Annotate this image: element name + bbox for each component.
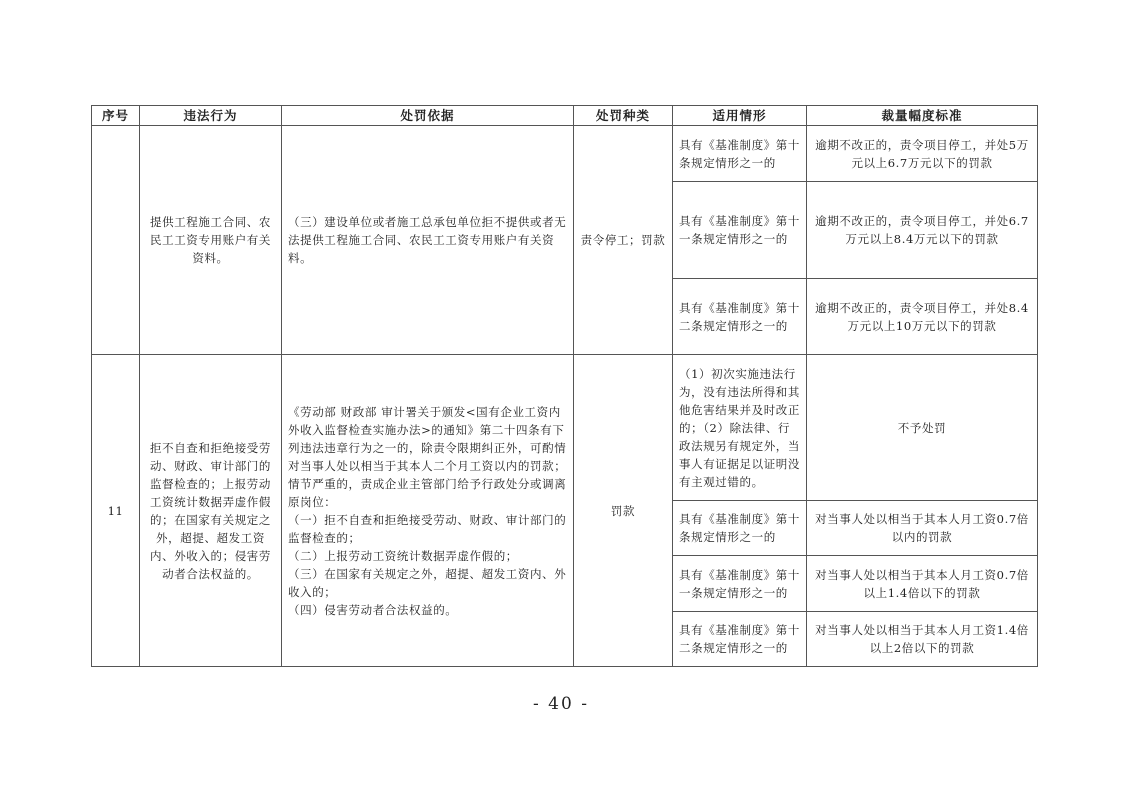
row10-penalty-type: 责令停工；罚款 <box>574 126 673 355</box>
header-violation: 违法行为 <box>140 106 282 126</box>
table-header-row <box>92 106 1038 126</box>
row11-basis-intro: 《劳动部 财政部 审计署关于颁发<国有企业工资内外收入监督检查实施办法>的通知》第二十四条有下列违法违章行为之一的，除责令限期纠正外，可酌情对当事人处以相当于其本人二个月工资以内的罚款；情节严重的，责成企业主管部门给予行政处分或调离原岗位： <box>288 404 567 509</box>
header-discretion-standard: 裁量幅度标准 <box>807 106 1038 126</box>
row11-basis-item-2: （二）上报劳动工资统计数据弄虚作假的； <box>288 548 518 563</box>
row11-situation-1: （1）初次实施违法行为，没有违法所得和其他危害结果并及时改正的；（2）除法律、行政法规另有规定外，当事人有证据足以证明没有主观过错的。 <box>673 355 807 501</box>
row11-situation-4: 具有《基准制度》第十二条规定情形之一的 <box>673 612 807 667</box>
row11-violation: 拒不自查和拒绝接受劳动、财政、审计部门的监督检查的；上报劳动工资统计数据弄虚作假的；在国家有关规定之外，超提、超发工资内、外收入的；侵害劳动者合法权益的。 <box>140 355 282 667</box>
row10-situation-3: 具有《基准制度》第十二条规定情形之一的 <box>673 279 807 355</box>
header-circumstance: 适用情形 <box>673 106 807 126</box>
header-seq: 序号 <box>92 106 140 126</box>
row11-basis <box>282 355 574 667</box>
row11-basis-item-1: （一）拒不自查和拒绝接受劳动、财政、审计部门的监督检查的； <box>288 512 567 545</box>
row11-situation-2: 具有《基准制度》第十条规定情形之一的 <box>673 501 807 556</box>
row10-seq <box>92 126 140 355</box>
table-row <box>92 126 1038 182</box>
row11-penalty-type: 罚款 <box>574 355 673 667</box>
row11-standard-2: 对当事人处以相当于其本人月工资0.7倍以内的罚款 <box>807 501 1038 556</box>
row11-basis-item-4: （四）侵害劳动者合法权益的。 <box>288 602 458 617</box>
header-basis: 处罚依据 <box>282 106 574 126</box>
row10-situation-2: 具有《基准制度》第十一条规定情形之一的 <box>673 182 807 279</box>
row11-standard-4: 对当事人处以相当于其本人月工资1.4倍以上2倍以下的罚款 <box>807 612 1038 667</box>
row11-standard-3: 对当事人处以相当于其本人月工资0.7倍以上1.4倍以下的罚款 <box>807 556 1038 612</box>
row10-situation-1: 具有《基准制度》第十条规定情形之一的 <box>673 126 807 182</box>
row10-standard-2: 逾期不改正的，责令项目停工，并处6.7万元以上8.4万元以下的罚款 <box>807 182 1038 279</box>
row11-situation-3: 具有《基准制度》第十一条规定情形之一的 <box>673 556 807 612</box>
row11-seq: 11 <box>92 355 140 667</box>
table-row <box>92 355 1038 501</box>
row10-standard-3: 逾期不改正的，责令项目停工，并处8.4万元以上10万元以下的罚款 <box>807 279 1038 355</box>
row10-standard-1: 逾期不改正的，责令项目停工，并处5万元以上6.7万元以下的罚款 <box>807 126 1038 182</box>
row10-violation: 提供工程施工合同、农民工工资专用账户有关资料。 <box>140 126 282 355</box>
header-penalty-type: 处罚种类 <box>574 106 673 126</box>
penalty-standard-table <box>91 105 1038 667</box>
page-number: - 40 - <box>533 694 589 714</box>
row11-standard-1: 不予处罚 <box>807 355 1038 501</box>
row10-basis: （三）建设单位或者施工总承包单位拒不提供或者无法提供工程施工合同、农民工工资专用账户有关资料。 <box>282 126 574 355</box>
row11-basis-item-3: （三）在国家有关规定之外，超提、超发工资内、外收入的； <box>288 566 567 599</box>
